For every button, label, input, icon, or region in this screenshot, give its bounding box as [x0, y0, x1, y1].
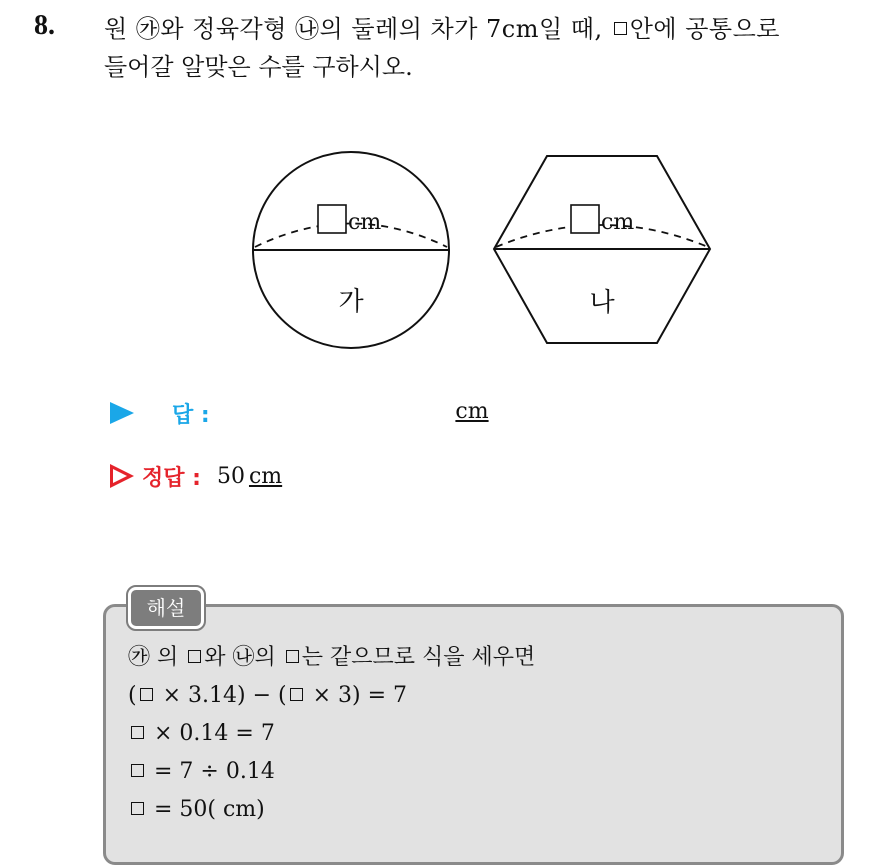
solution-text: 의 [254, 645, 283, 670]
blank-box-icon [131, 802, 144, 815]
circle-blank-box [318, 205, 346, 233]
question-text-part: 의 둘레의 차가 7cm일 때, [319, 15, 611, 43]
blank-box-icon [290, 688, 303, 701]
answer-row [110, 397, 489, 429]
circled-ga-symbol: ㉮ [135, 15, 161, 43]
solution-text: = 50( cm) [147, 797, 265, 822]
circle-label: 가 [338, 287, 364, 317]
solution-text: 는 같으므로 식을 세우면 [301, 645, 536, 670]
blank-box-icon [131, 764, 144, 777]
solution-text: × 0.14 = 7 [147, 721, 275, 746]
correct-answer-row [110, 460, 282, 492]
blank-box-icon [131, 726, 144, 739]
play-triangle-icon [110, 402, 134, 424]
circle-figure [253, 152, 449, 348]
solution-text: ( [128, 683, 137, 708]
blank-box-icon [140, 688, 153, 701]
solution-lines [128, 639, 535, 829]
solution-text: ㉮ 의 [128, 645, 186, 670]
answer-label: 답 : [172, 402, 210, 428]
figure [240, 145, 720, 355]
solution-line-3 [128, 715, 535, 753]
question-line-1 [104, 10, 874, 48]
solution-line-4 [128, 753, 535, 791]
solution-tag: 해설 [128, 587, 204, 629]
correct-answer-value: 50 [216, 463, 245, 489]
blank-box-icon [614, 22, 627, 35]
solution-line-1 [128, 639, 535, 677]
question-line-2: 들어갈 알맞은 수를 구하시오. [104, 53, 413, 81]
solution-line-2 [128, 677, 535, 715]
solution-text: × 3) = 7 [305, 683, 408, 708]
question-text [104, 10, 874, 86]
solution-text: = 7 ÷ 0.14 [147, 759, 275, 784]
solution-box [103, 604, 844, 865]
circle-unit-label: cm [348, 210, 382, 235]
solution-text: × 3.14) − ( [155, 683, 287, 708]
hexagon-unit-label: cm [601, 210, 635, 235]
hexagon-label: 나 [589, 288, 615, 318]
blank-box-icon [188, 650, 201, 663]
question-text-part: 원 [104, 15, 136, 43]
solution-line-5 [128, 791, 535, 829]
solution-text: 와 [204, 645, 233, 670]
hexagon-blank-box [571, 205, 599, 233]
outline-triangle-icon [110, 464, 134, 488]
correct-answer-unit: cm [248, 463, 283, 489]
correct-answer-label: 정답 : [142, 465, 201, 491]
circled-na-symbol: ㉯ [232, 645, 255, 670]
hexagon-figure [494, 156, 710, 343]
blank-box-icon [286, 650, 299, 663]
circled-na-symbol: ㉯ [295, 15, 320, 43]
answer-unit: cm [455, 399, 489, 424]
question-text-part: 안에 공통으로 [629, 15, 780, 43]
question-text-part: 와 정육각형 [160, 15, 296, 43]
question-number: 8. [34, 10, 55, 41]
